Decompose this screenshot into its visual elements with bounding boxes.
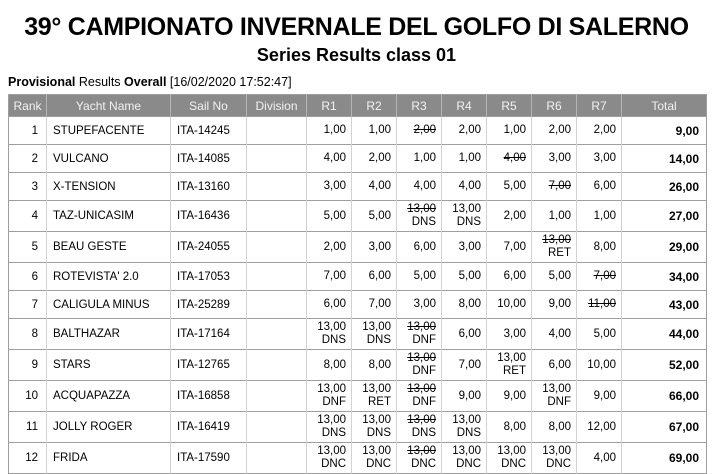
race-score: 8,00	[548, 420, 571, 433]
total-points-cell: 67,00	[622, 412, 707, 443]
sail-no-cell: ITA-16436	[171, 201, 247, 232]
race-score-cell	[487, 319, 532, 350]
race-score-cell	[397, 381, 442, 412]
division-cell	[247, 350, 307, 381]
race-score-cell	[577, 291, 622, 319]
total-points-cell: 26,00	[622, 173, 707, 201]
race-score: 12,00	[587, 420, 616, 433]
status-results-label: Results	[78, 75, 121, 89]
race-score-cell	[307, 350, 352, 381]
race-score: 5,00	[458, 270, 481, 282]
race-score-cell	[442, 232, 487, 263]
rank-cell: 11	[9, 412, 47, 443]
race-score-cell	[577, 319, 622, 350]
race-score: 3,00	[368, 240, 391, 253]
race-score-cell	[397, 291, 442, 319]
race-score: 4,00	[593, 451, 616, 464]
sail-no-cell: ITA-16419	[171, 412, 247, 443]
race-status-code: RET	[548, 247, 571, 259]
sail-no-cell: ITA-17053	[171, 263, 247, 291]
division-cell	[247, 412, 307, 443]
race-score-cell	[397, 232, 442, 263]
race-score: 13,00	[317, 383, 346, 395]
results-page	[0, 13, 713, 471]
race-score: 4,00	[368, 180, 391, 192]
race-score: 13,00	[452, 445, 481, 457]
division-cell	[247, 319, 307, 350]
column-header-r1: R1	[307, 95, 352, 117]
race-score-cell	[397, 117, 442, 145]
race-status-code: RET	[503, 365, 526, 377]
race-score-cell	[352, 443, 397, 474]
race-score-cell	[577, 232, 622, 263]
race-score-cell	[307, 263, 352, 291]
race-score-cell	[307, 381, 352, 412]
race-score-cell	[307, 201, 352, 232]
rank-cell: 4	[9, 201, 47, 232]
race-score: 13,00	[362, 414, 391, 426]
table-row	[9, 291, 707, 319]
race-status-code: DNF	[547, 396, 571, 408]
race-score-cell	[352, 173, 397, 201]
total-points-cell: 52,00	[622, 350, 707, 381]
column-header-r2: R2	[352, 95, 397, 117]
rank-cell: 2	[9, 145, 47, 173]
division-cell	[247, 232, 307, 263]
race-score: 13,00	[317, 414, 346, 426]
race-score-cell	[442, 201, 487, 232]
race-score: 8,00	[458, 298, 481, 310]
race-score-cell	[532, 117, 577, 145]
race-score: 5,00	[413, 270, 436, 282]
race-score-cell	[532, 201, 577, 232]
race-score-cell	[352, 381, 397, 412]
column-header-division: Division	[247, 95, 307, 117]
race-score-cell	[352, 117, 397, 145]
column-header-r6: R6	[532, 95, 577, 117]
race-score-cell	[487, 263, 532, 291]
division-cell	[247, 201, 307, 232]
race-score-cell	[397, 145, 442, 173]
column-header-r5: R5	[487, 95, 532, 117]
race-score-cell	[487, 291, 532, 319]
race-score: 13,00	[317, 445, 346, 457]
race-score-cell	[577, 145, 622, 173]
race-score: 5,00	[503, 180, 526, 192]
race-score-discarded: 11,00	[588, 298, 616, 310]
total-points-cell: 69,00	[622, 443, 707, 474]
race-score-cell	[487, 381, 532, 412]
race-score-cell	[577, 173, 622, 201]
race-score-cell	[532, 381, 577, 412]
race-score: 2,00	[458, 124, 481, 136]
race-score-cell	[577, 381, 622, 412]
race-score: 6,00	[413, 240, 436, 253]
total-points-cell: 27,00	[622, 201, 707, 232]
rank-cell: 7	[9, 291, 47, 319]
race-score-cell	[532, 263, 577, 291]
race-score-cell	[307, 443, 352, 474]
sail-no-cell: ITA-14085	[171, 145, 247, 173]
race-score: 5,00	[593, 327, 616, 340]
race-score-cell	[397, 263, 442, 291]
race-score: 2,00	[368, 152, 391, 164]
race-score: 2,00	[548, 124, 571, 136]
yacht-name-cell: ACQUAPAZZA	[47, 381, 171, 412]
race-score-cell	[487, 173, 532, 201]
race-score: 13,00	[452, 203, 481, 215]
sail-no-cell: ITA-25289	[171, 291, 247, 319]
race-score: 13,00	[362, 445, 391, 457]
results-table	[8, 94, 707, 474]
race-status-code: DNS	[411, 216, 436, 228]
race-score: 10,00	[497, 298, 526, 310]
race-score: 6,00	[458, 327, 481, 340]
race-score: 1,00	[503, 124, 526, 136]
race-score: 13,00	[497, 352, 526, 364]
total-points-cell: 66,00	[622, 381, 707, 412]
race-score: 1,00	[413, 152, 436, 164]
race-score-cell	[442, 350, 487, 381]
page-subtitle: Series Results class 01	[256, 45, 457, 65]
rank-cell: 8	[9, 319, 47, 350]
race-score-cell	[577, 443, 622, 474]
table-row	[9, 117, 707, 145]
results-body	[9, 117, 707, 474]
table-row	[9, 145, 707, 173]
sail-no-cell: ITA-14245	[171, 117, 247, 145]
race-score-cell	[532, 412, 577, 443]
division-cell	[247, 263, 307, 291]
race-status-code: DNC	[321, 458, 346, 470]
race-score: 1,00	[368, 124, 391, 136]
race-status-code: DNS	[411, 427, 436, 439]
race-score: 13,00	[362, 383, 391, 395]
status-overall-label: Overall	[124, 75, 167, 89]
race-score: 2,00	[323, 240, 346, 253]
race-score-cell	[352, 263, 397, 291]
table-row	[9, 201, 707, 232]
race-score: 4,00	[323, 152, 346, 164]
race-status-code: DNS	[366, 334, 391, 346]
race-status-code: RET	[368, 396, 391, 408]
rank-cell: 5	[9, 232, 47, 263]
column-header-yacht-name: Yacht Name	[47, 95, 171, 117]
race-score: 7,00	[503, 240, 526, 253]
race-score-cell	[532, 291, 577, 319]
race-score: 2,00	[593, 124, 616, 136]
race-score: 1,00	[593, 209, 616, 222]
race-status-code: DNF	[412, 365, 436, 377]
race-score-cell	[532, 443, 577, 474]
rank-cell: 1	[9, 117, 47, 145]
page-title: 39° CAMPIONATO INVERNALE DEL GOLFO DI SALERNO	[24, 13, 689, 41]
table-row	[9, 350, 707, 381]
sail-no-cell: ITA-16858	[171, 381, 247, 412]
race-status-code: DNF	[412, 334, 436, 346]
race-score: 1,00	[458, 152, 481, 164]
race-score-cell	[352, 319, 397, 350]
race-score: 6,00	[593, 180, 616, 192]
race-score-cell	[532, 319, 577, 350]
race-score: 8,00	[368, 358, 391, 371]
race-status-code: DNS	[456, 216, 481, 228]
race-score-cell	[352, 291, 397, 319]
race-score: 6,00	[503, 270, 526, 282]
race-score-cell	[307, 117, 352, 145]
table-row	[9, 443, 707, 474]
race-score: 5,00	[323, 209, 346, 222]
race-score-cell	[442, 412, 487, 443]
race-score-cell	[397, 412, 442, 443]
race-score: 5,00	[368, 209, 391, 222]
race-score-cell	[307, 232, 352, 263]
race-score-cell	[442, 381, 487, 412]
division-cell	[247, 145, 307, 173]
column-header-r3: R3	[397, 95, 442, 117]
total-points-cell: 34,00	[622, 263, 707, 291]
yacht-name-cell: X-TENSION	[47, 173, 171, 201]
race-score: 9,00	[593, 389, 616, 402]
division-cell	[247, 173, 307, 201]
race-score-discarded: 13,00	[407, 352, 436, 364]
race-status-code: DNC	[546, 458, 571, 470]
race-score-cell	[577, 117, 622, 145]
race-score-cell	[307, 319, 352, 350]
race-score-cell	[487, 145, 532, 173]
race-score-discarded: 7,00	[548, 180, 571, 192]
race-score-cell	[397, 201, 442, 232]
race-score: 6,00	[323, 298, 346, 310]
race-score: 13,00	[542, 445, 571, 457]
race-status-code: DNS	[366, 427, 391, 439]
table-row	[9, 263, 707, 291]
race-score: 13,00	[497, 445, 526, 457]
race-score: 8,00	[503, 420, 526, 433]
yacht-name-cell: ROTEVISTA' 2.0	[47, 263, 171, 291]
race-score-discarded: 4,00	[503, 152, 526, 164]
race-score-cell	[352, 201, 397, 232]
race-score: 3,00	[593, 152, 616, 164]
race-score-discarded: 13,00	[542, 234, 571, 246]
race-score: 2,00	[503, 209, 526, 222]
table-header-row	[9, 95, 707, 117]
race-status-code: DNC	[411, 458, 436, 470]
race-score-discarded: 13,00	[407, 383, 436, 395]
race-score-cell	[487, 412, 532, 443]
race-status-code: DNF	[412, 396, 436, 408]
race-score: 7,00	[458, 358, 481, 371]
table-row	[9, 173, 707, 201]
race-status-code: DNC	[501, 458, 526, 470]
race-score-cell	[307, 412, 352, 443]
race-score-cell	[532, 173, 577, 201]
rank-cell: 12	[9, 443, 47, 474]
division-cell	[247, 117, 307, 145]
race-score-cell	[532, 350, 577, 381]
race-score-cell	[307, 173, 352, 201]
column-header-r4: R4	[442, 95, 487, 117]
total-points-cell: 9,00	[622, 117, 707, 145]
race-score-cell	[397, 350, 442, 381]
rank-cell: 3	[9, 173, 47, 201]
race-score: 3,00	[548, 152, 571, 164]
sail-no-cell: ITA-17164	[171, 319, 247, 350]
race-score: 8,00	[323, 358, 346, 371]
sail-no-cell: ITA-12765	[171, 350, 247, 381]
race-status-code: DNS	[321, 334, 346, 346]
table-row	[9, 412, 707, 443]
race-score: 3,00	[323, 180, 346, 192]
race-score-cell	[487, 117, 532, 145]
race-score: 3,00	[458, 240, 481, 253]
race-score: 3,00	[413, 298, 436, 310]
race-score: 3,00	[503, 327, 526, 340]
division-cell	[247, 291, 307, 319]
column-header-r7: R7	[577, 95, 622, 117]
race-score: 9,00	[503, 389, 526, 402]
race-score-cell	[487, 350, 532, 381]
rank-cell: 10	[9, 381, 47, 412]
race-score-discarded: 7,00	[593, 270, 616, 282]
race-score-cell	[487, 443, 532, 474]
race-score-cell	[442, 263, 487, 291]
race-status-code: DNS	[456, 427, 481, 439]
race-score-cell	[352, 350, 397, 381]
total-points-cell: 29,00	[622, 232, 707, 263]
race-score-discarded: 13,00	[407, 203, 436, 215]
total-points-cell: 44,00	[622, 319, 707, 350]
race-score-cell	[577, 263, 622, 291]
sail-no-cell: ITA-17590	[171, 443, 247, 474]
race-status-code: DNF	[322, 396, 346, 408]
column-header-total: Total	[622, 95, 707, 117]
column-header-sail-no: Sail No	[171, 95, 247, 117]
rank-cell: 9	[9, 350, 47, 381]
race-score: 4,00	[413, 180, 436, 192]
race-score-cell	[442, 443, 487, 474]
race-score-cell	[352, 232, 397, 263]
yacht-name-cell: JOLLY ROGER	[47, 412, 171, 443]
table-row	[9, 381, 707, 412]
division-cell	[247, 381, 307, 412]
race-score-cell	[487, 232, 532, 263]
yacht-name-cell: VULCANO	[47, 145, 171, 173]
race-score: 1,00	[548, 209, 571, 222]
yacht-name-cell: BALTHAZAR	[47, 319, 171, 350]
race-score: 7,00	[323, 270, 346, 282]
race-score-cell	[442, 291, 487, 319]
total-points-cell: 14,00	[622, 145, 707, 173]
yacht-name-cell: CALIGULA MINUS	[47, 291, 171, 319]
yacht-name-cell: STARS	[47, 350, 171, 381]
race-score-cell	[442, 319, 487, 350]
race-score: 7,00	[368, 298, 391, 310]
race-score: 4,00	[548, 327, 571, 340]
race-score: 6,00	[548, 358, 571, 371]
race-status-code: DNS	[321, 427, 346, 439]
status-provisional-label: Provisional	[8, 75, 76, 89]
race-score-cell	[442, 173, 487, 201]
race-score-cell	[442, 145, 487, 173]
race-score: 13,00	[362, 321, 391, 333]
race-status-code: DNC	[456, 458, 481, 470]
race-score-discarded: 13,00	[407, 414, 436, 426]
race-score: 13,00	[317, 321, 346, 333]
table-row	[9, 319, 707, 350]
yacht-name-cell: STUPEFACENTE	[47, 117, 171, 145]
race-score: 9,00	[548, 298, 571, 310]
table-row	[9, 232, 707, 263]
race-score: 13,00	[452, 414, 481, 426]
status-timestamp: [16/02/2020 17:52:47]	[169, 75, 292, 89]
race-score: 10,00	[587, 358, 616, 371]
status-line	[8, 75, 713, 89]
race-score-cell	[352, 145, 397, 173]
race-score-discarded: 13,00	[407, 321, 436, 333]
race-score-cell	[352, 412, 397, 443]
total-points-cell: 43,00	[622, 291, 707, 319]
column-header-rank: Rank	[9, 95, 47, 117]
division-cell	[247, 443, 307, 474]
race-score-cell	[532, 145, 577, 173]
race-score-discarded: 2,00	[413, 124, 436, 136]
sail-no-cell: ITA-13160	[171, 173, 247, 201]
race-score: 6,00	[368, 270, 391, 282]
race-score-cell	[577, 412, 622, 443]
race-score: 13,00	[542, 383, 571, 395]
race-status-code: DNC	[366, 458, 391, 470]
race-score-cell	[397, 173, 442, 201]
race-score-cell	[307, 291, 352, 319]
race-score: 9,00	[458, 389, 481, 402]
race-score: 4,00	[458, 180, 481, 192]
race-score-cell	[487, 201, 532, 232]
race-score: 1,00	[323, 124, 346, 136]
race-score-cell	[307, 145, 352, 173]
race-score-cell	[397, 319, 442, 350]
race-score-cell	[577, 201, 622, 232]
rank-cell: 6	[9, 263, 47, 291]
race-score-discarded: 13,00	[407, 445, 436, 457]
race-score-cell	[577, 350, 622, 381]
yacht-name-cell: FRIDA	[47, 443, 171, 474]
race-score: 5,00	[548, 270, 571, 282]
yacht-name-cell: BEAU GESTE	[47, 232, 171, 263]
race-score: 8,00	[593, 240, 616, 253]
yacht-name-cell: TAZ-UNICASIM	[47, 201, 171, 232]
race-score-cell	[397, 443, 442, 474]
race-score-cell	[442, 117, 487, 145]
race-score-cell	[532, 232, 577, 263]
sail-no-cell: ITA-24055	[171, 232, 247, 263]
